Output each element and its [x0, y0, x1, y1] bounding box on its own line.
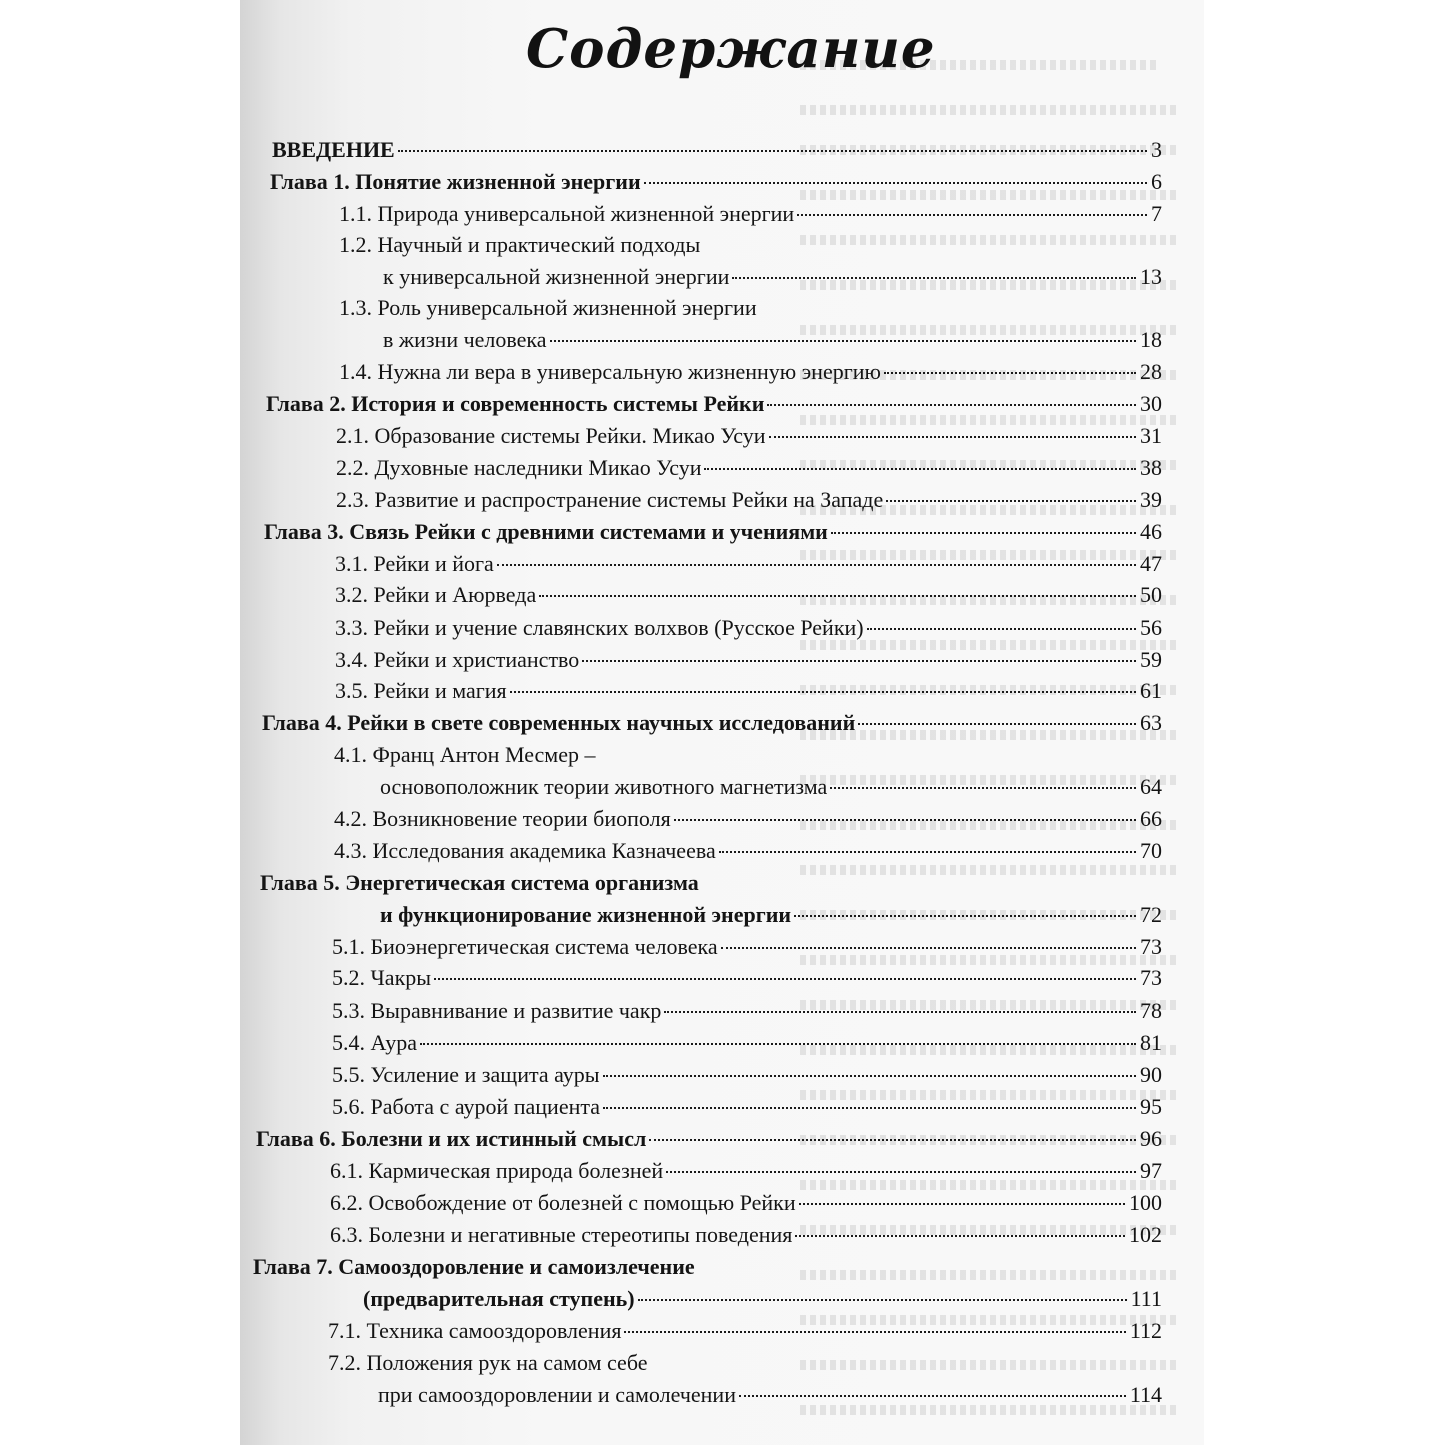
toc-page-number: 97 — [1140, 1158, 1162, 1183]
toc-page-number: 114 — [1129, 1382, 1162, 1407]
toc-entry-title: 2.2. Духовные наследники Микао Усуи — [336, 455, 702, 480]
dot-leader — [603, 1075, 1136, 1077]
toc-page-number: 13 — [1140, 264, 1162, 289]
toc-entry-4-3[interactable] — [334, 836, 1162, 866]
dot-leader — [867, 628, 1136, 630]
toc-entry-5-2[interactable] — [332, 963, 1162, 993]
dot-leader — [884, 372, 1136, 374]
toc-entry-7-2-line1[interactable]: 7.2. Положения рук на самом себе — [328, 1350, 648, 1375]
toc-entry-7-1[interactable] — [328, 1316, 1162, 1346]
toc-entry-title: 6.2. Освобождение от болезней с помощью Рейки — [330, 1190, 796, 1215]
dot-leader — [732, 277, 1136, 279]
toc-page-number: 70 — [1140, 838, 1162, 863]
toc-entry-title: ВВЕДЕНИЕ — [272, 137, 395, 162]
toc-page-number: 31 — [1140, 423, 1162, 448]
toc-entry-title: 2.1. Образование системы Рейки. Микао Усуи — [336, 423, 766, 448]
toc-entry-2-3[interactable] — [336, 485, 1162, 515]
dot-leader — [830, 787, 1136, 789]
toc-entry-title: (предварительная ступень) — [363, 1286, 635, 1311]
toc-entry-title: 1.1. Природа универсальной жизненной энергии — [339, 201, 795, 226]
toc-page-number: 78 — [1140, 998, 1162, 1023]
toc-page-number: 90 — [1140, 1062, 1162, 1087]
toc-entry-6-1[interactable] — [330, 1156, 1162, 1186]
toc-page-number: 30 — [1140, 391, 1162, 416]
toc-page-number: 46 — [1140, 519, 1162, 544]
toc-entry-title: 1.4. Нужна ли вера в универсальную жизненную энергию — [339, 359, 881, 384]
dot-leader — [510, 691, 1136, 693]
toc-entry-title: основоположник теории животного магнетизма — [380, 774, 828, 799]
toc-entry-title: Глава 2. История и современность системы Рейки — [266, 391, 765, 416]
toc-entry-chapter-7-line1[interactable]: Глава 7. Самооздоровление и самоизлечение — [253, 1254, 695, 1279]
toc-entry-7-2[interactable] — [378, 1380, 1162, 1410]
toc-entry-title: 6.1. Кармическая природа болезней — [330, 1158, 664, 1183]
toc-entry-title: 5.2. Чакры — [332, 965, 432, 990]
dot-leader — [739, 1395, 1126, 1397]
toc-entry-1-2-line1[interactable]: 1.2. Научный и практический подходы — [339, 232, 701, 257]
toc-entry-title: при самооздоровлении и самолечении — [378, 1382, 736, 1407]
toc-entry-6-3[interactable] — [330, 1220, 1162, 1250]
toc-entry-title: 5.6. Работа с аурой пациента — [332, 1094, 601, 1119]
toc-entry-title: 3.2. Рейки и Аюрведа — [335, 582, 537, 607]
toc-page-number: 59 — [1140, 647, 1162, 672]
toc-entry-title: Глава 3. Связь Рейки с древними системами и учениями — [264, 519, 828, 544]
dot-leader — [886, 500, 1136, 502]
toc-entry-2-2[interactable] — [336, 453, 1162, 483]
dot-leader — [638, 1299, 1127, 1301]
toc-entry-1-3-line1[interactable]: 1.3. Роль универсальной жизненной энергии — [339, 295, 757, 320]
dot-leader — [767, 404, 1136, 406]
toc-entry-title: Глава 4. Рейки в свете современных научных исследований — [262, 710, 856, 735]
toc-entry-3-1[interactable] — [335, 549, 1162, 579]
toc-entry-title: 5.5. Усиление и защита ауры — [332, 1062, 600, 1087]
toc-page-number: 63 — [1140, 710, 1162, 735]
toc-entry-5-3[interactable] — [332, 996, 1162, 1026]
toc-page-number: 81 — [1140, 1030, 1162, 1055]
toc-entry-title: 5.1. Биоэнергетическая система человека — [332, 934, 718, 959]
dot-leader — [649, 1139, 1136, 1141]
toc-page-number: 64 — [1140, 774, 1162, 799]
toc-entry-title: 3.4. Рейки и христианство — [335, 647, 580, 672]
toc-page-number: 112 — [1129, 1318, 1162, 1343]
dot-leader — [603, 1107, 1136, 1109]
toc-page-number: 7 — [1151, 201, 1162, 226]
toc-entry-title: 3.3. Рейки и учение славянских волхвов (Русское Рейки) — [335, 615, 864, 640]
toc-entry-title: 5.4. Аура — [332, 1030, 418, 1055]
toc-entry-chapter-7[interactable] — [363, 1284, 1162, 1314]
dot-leader — [799, 1203, 1125, 1205]
toc-entry-1-3[interactable] — [383, 325, 1162, 355]
toc-entry-3-4[interactable] — [335, 645, 1162, 675]
toc-page-number: 102 — [1129, 1222, 1162, 1247]
toc-entry-title: в жизни человека — [383, 327, 547, 352]
toc-entry-3-3[interactable] — [335, 613, 1162, 643]
toc-page-number: 111 — [1130, 1286, 1162, 1311]
toc-page-number: 61 — [1140, 678, 1162, 703]
dot-leader — [794, 915, 1136, 917]
toc-entry-5-4[interactable] — [332, 1028, 1162, 1058]
dot-leader — [582, 660, 1136, 662]
toc-page-number: 47 — [1140, 551, 1162, 576]
toc-entry-chapter-5[interactable] — [380, 900, 1162, 930]
toc-entry-3-2[interactable] — [335, 580, 1162, 610]
toc-entry-title: Глава 6. Болезни и их истинный смысл — [256, 1126, 647, 1151]
toc-page-number: 95 — [1140, 1094, 1162, 1119]
toc-entry-introduction[interactable] — [272, 135, 1162, 165]
dot-leader — [721, 947, 1136, 949]
dot-leader — [420, 1043, 1136, 1045]
toc-page-number: 56 — [1140, 615, 1162, 640]
toc-entry-1-1[interactable] — [339, 199, 1162, 229]
toc-entry-5-6[interactable] — [332, 1092, 1162, 1122]
toc-entry-1-2[interactable] — [383, 262, 1162, 292]
toc-entry-5-1[interactable] — [332, 932, 1162, 962]
dot-leader — [644, 182, 1147, 184]
toc-entry-title: 6.3. Болезни и негативные стереотипы поведения — [330, 1222, 793, 1247]
toc-entry-2-1[interactable] — [336, 421, 1162, 451]
toc-page-number: 39 — [1140, 487, 1162, 512]
toc-entry-title: 4.3. Исследования академика Казначеева — [334, 838, 716, 863]
toc-page-number: 100 — [1129, 1190, 1162, 1215]
toc-entry-chapter-1[interactable] — [270, 167, 1162, 197]
toc-entry-3-5[interactable] — [335, 676, 1162, 706]
dot-leader — [497, 564, 1136, 566]
toc-page-number: 18 — [1140, 327, 1162, 352]
dot-leader — [719, 851, 1136, 853]
toc-entry-chapter-2[interactable] — [266, 389, 1162, 419]
toc-entry-4-1[interactable] — [380, 772, 1162, 802]
dot-leader — [704, 468, 1136, 470]
toc-page-number: 66 — [1140, 806, 1162, 831]
toc-page-number: 73 — [1140, 965, 1162, 990]
toc-entry-chapter-5-line1[interactable]: Глава 5. Энергетическая система организма — [260, 870, 699, 895]
toc-entry-title: 3.5. Рейки и магия — [335, 678, 507, 703]
dot-leader — [539, 595, 1136, 597]
toc-entry-title: и функционирование жизненной энергии — [380, 902, 792, 927]
toc-entry-title: к универсальной жизненной энергии — [383, 264, 730, 289]
toc-page-number: 38 — [1140, 455, 1162, 480]
dot-leader — [666, 1171, 1136, 1173]
page-title: Содержание — [526, 18, 936, 80]
dot-leader — [674, 819, 1136, 821]
toc-entry-4-2[interactable] — [334, 804, 1162, 834]
dot-leader — [434, 978, 1136, 980]
toc-entry-5-5[interactable] — [332, 1060, 1162, 1090]
dot-leader — [664, 1011, 1136, 1013]
toc-entry-6-2[interactable] — [330, 1188, 1162, 1218]
toc-page-number: 96 — [1140, 1126, 1162, 1151]
toc-entry-chapter-4[interactable] — [262, 708, 1162, 738]
dot-leader — [550, 340, 1136, 342]
toc-entry-1-4[interactable] — [339, 357, 1162, 387]
toc-page-number: 73 — [1140, 934, 1162, 959]
dot-leader — [624, 1331, 1125, 1333]
toc-entry-title: 4.2. Возникновение теории биополя — [334, 806, 671, 831]
toc-entry-title: 2.3. Развитие и распространение системы Рейки на Западе — [336, 487, 884, 512]
toc-page-number: 3 — [1151, 137, 1162, 162]
toc-entry-title: 5.3. Выравнивание и развитие чакр — [332, 998, 662, 1023]
toc-entry-title: 3.1. Рейки и йога — [335, 551, 494, 576]
toc-entry-4-1-line1[interactable]: 4.1. Франц Антон Месмер – — [334, 742, 596, 767]
toc-entry-title: Глава 1. Понятие жизненной энергии — [270, 169, 641, 194]
dot-leader — [795, 1235, 1125, 1237]
toc-page-number: 72 — [1140, 902, 1162, 927]
toc-entry-title: 7.1. Техника самооздоровления — [328, 1318, 622, 1343]
dot-leader — [831, 532, 1136, 534]
toc-page-number: 28 — [1140, 359, 1162, 384]
toc-entry-chapter-3[interactable] — [264, 517, 1162, 547]
toc-page-number: 50 — [1140, 582, 1162, 607]
dot-leader — [398, 150, 1147, 152]
dot-leader — [769, 436, 1136, 438]
dot-leader — [858, 723, 1136, 725]
toc-page-number: 6 — [1151, 169, 1162, 194]
dot-leader — [797, 214, 1147, 216]
toc-entry-chapter-6[interactable] — [256, 1124, 1162, 1154]
